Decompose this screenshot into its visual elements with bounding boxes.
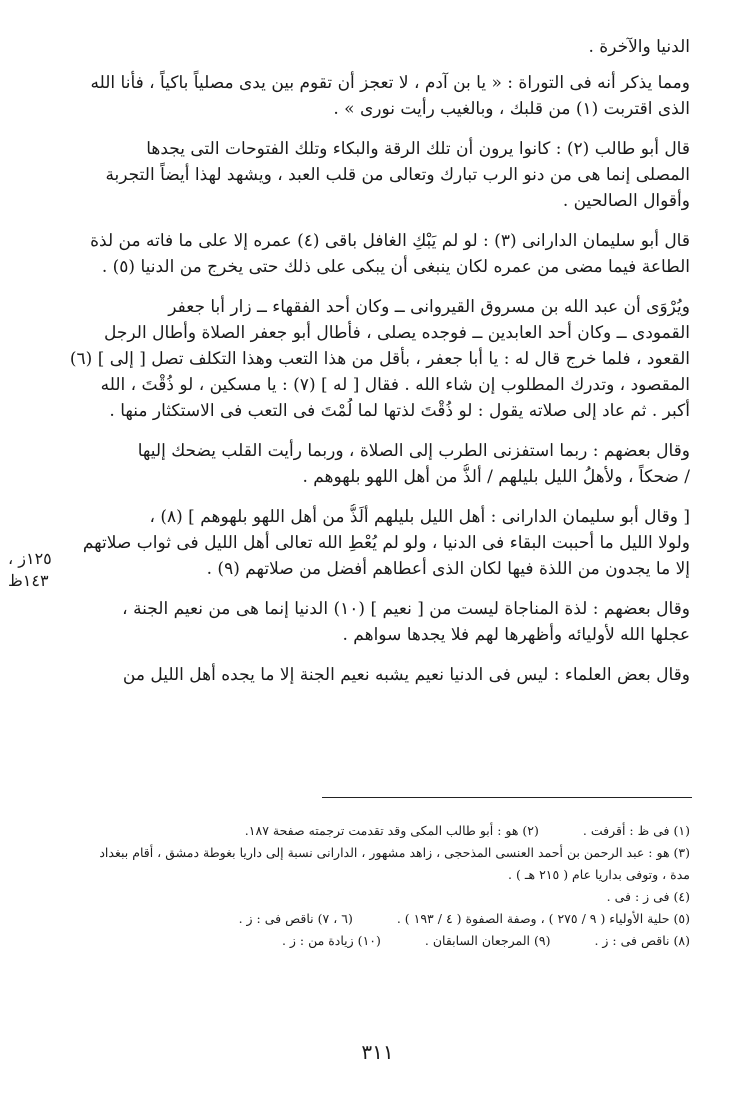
footnote-9: (٩) المرجعان السابقان . [424,933,551,948]
paragraph-1 [60,70,690,122]
footnote-row [60,820,690,842]
text-line: الدنيا والآخرة . [588,37,690,57]
text-line: الطاعة فيما مضى من عمره لكان ينبغى أن يبكى على ذلك حتى يخرج من الدنيا (٥) . [101,257,690,277]
text-line: وقال بعضهم : ربما استفزنى الطرب إلى الصلاة ، وربما رأيت القلب يضحك إليها [137,441,690,461]
text-line: وأقوال الصالحين . [562,191,690,211]
paragraph-5 [60,438,690,490]
footnote-row [60,908,690,930]
text-line: الذى اقتربت (١) من قلبك ، وبالغيب رأيت نورى » . [333,99,690,119]
footnote-row [60,930,690,952]
paragraph-6 [60,504,690,582]
text-line: ومما يذكر أنه فى التوراة : « يا بن آدم ، لا تعجز أن تقوم بين يدى مصلياً باكياً ، فأنا الله [90,73,690,93]
text-line: المقصود ، وتدرك المطلوب إن شاء الله . فقال [ له ] (٧) : يا مسكين ، لو ذُقْتَ ، الله [100,375,690,395]
main-text [60,34,690,688]
text-line: أكبر . ثم عاد إلى صلاته يقول : لو ذُقْتَ لذتها لما لُمْتَ فى التعب فى الاستكثار منها . [109,401,690,421]
folio-ref-z: ١٢٥ز ، [8,549,52,568]
text-line: المصلى إنما هى من دنو الرب تبارك وتعالى من قلب العبد ، ويشهد لهذا أيضاً التجربة [105,165,690,185]
text-line: القمودى ــ وكان أحد العابدين ــ فوجده يصلى ، فأطال أبو جعفر الصلاة وأطال الرجل [104,323,690,343]
paragraph-2 [60,136,690,214]
paragraph-3 [60,228,690,280]
paragraph-4 [60,294,690,424]
footnote-divider [322,797,692,798]
paragraph-0 [60,34,690,60]
footnote-10: (١٠) زيادة من : ز . [281,933,381,948]
footnote-4: (٤) فى ز : فى . [606,889,690,904]
paragraph-7 [60,596,690,648]
footnote-8: (٨) ناقص فى : ز . [594,933,690,948]
text-line: / ضحكاً ، ولأهلُ الليل بليلهم / ألذُّ من أهل اللهو بلهوهم . [302,467,690,487]
footnote-3: (٣) هو : عبد الرحمن بن أحمد العنسى المذحجى ، زاهد مشهور ، الدارانى نسبة إلى داريا بغوطة دمشق ، أقام ببغداد [99,845,690,860]
footnote-6-7: (٦ ، ٧) ناقص فى : ز . [238,911,353,926]
page-number: ٣١١ [361,1040,394,1064]
text-line: وقال بعضهم : لذة المناجاة ليست من [ نعيم ] (١٠) الدنيا إنما هى من نعيم الجنة ، [122,599,690,619]
footnote-5: (٥) حلية الأولياء ( ٩ / ٢٧٥ ) ، وصفة الصفوة ( ٤ / ١٩٣ ) . [396,911,690,926]
text-line: [ وقال أبو سليمان الدارانى : أهل الليل بليلهم ألَذُّ من أهل اللهو بلهوهم ] (٨) ، [149,507,690,527]
text-line: القعود ، فلما خرج قال له : يا أبا جعفر ، بأقل من هذا التعب وهذا التكلف تصل [ إلى ] (٦) [69,349,690,369]
footnote-1: (١) فى ظ : أقرفت . [582,823,690,838]
folio-ref-zh: ١٤٣ظ [8,571,49,590]
text-line: قال أبو طالب (٢) : كانوا يرون أن تلك الرقة والبكاء وتلك الفتوحات التى يجدها [146,139,690,159]
paragraph-8 [60,662,690,688]
text-line: عجلها الله لأوليائه وأظهرها لهم فلا يجدها سواهم . [342,625,690,645]
text-line: وقال بعض العلماء : ليس فى الدنيا نعيم يشبه نعيم الجنة إلا ما يجده أهل الليل من [122,665,690,685]
footnote-3-cont: مدة ، وتوفى بداريا عام ( ٢١٥ هـ ) . [508,867,690,882]
text-line: إلا ما يجدون من اللذة فيها لكان الذى أعطاهم أفضل من صلاتهم (٩) . [206,559,690,579]
text-line: ولولا الليل ما أحببت البقاء فى الدنيا ، ولو لم يُعْطِ الله تعالى أهل الليل فى ثواب صلاتهم [82,533,690,553]
manuscript-folio-note [8,548,63,592]
text-line: قال أبو سليمان الدارانى (٣) : لو لم يَبْكِ الغافل باقى (٤) عمره إلا على ما فاته من لذة [90,231,690,251]
text-line: ويُرْوَى أن عبد الله بن مسروق القيروانى ــ وكان أحد الفقهاء ــ زار أبا جعفر [168,297,690,317]
footnotes [60,820,690,952]
footnote-2: (٢) هو : أبو طالب المكى وقد تقدمت ترجمته صفحة ١٨٧. [244,823,539,838]
